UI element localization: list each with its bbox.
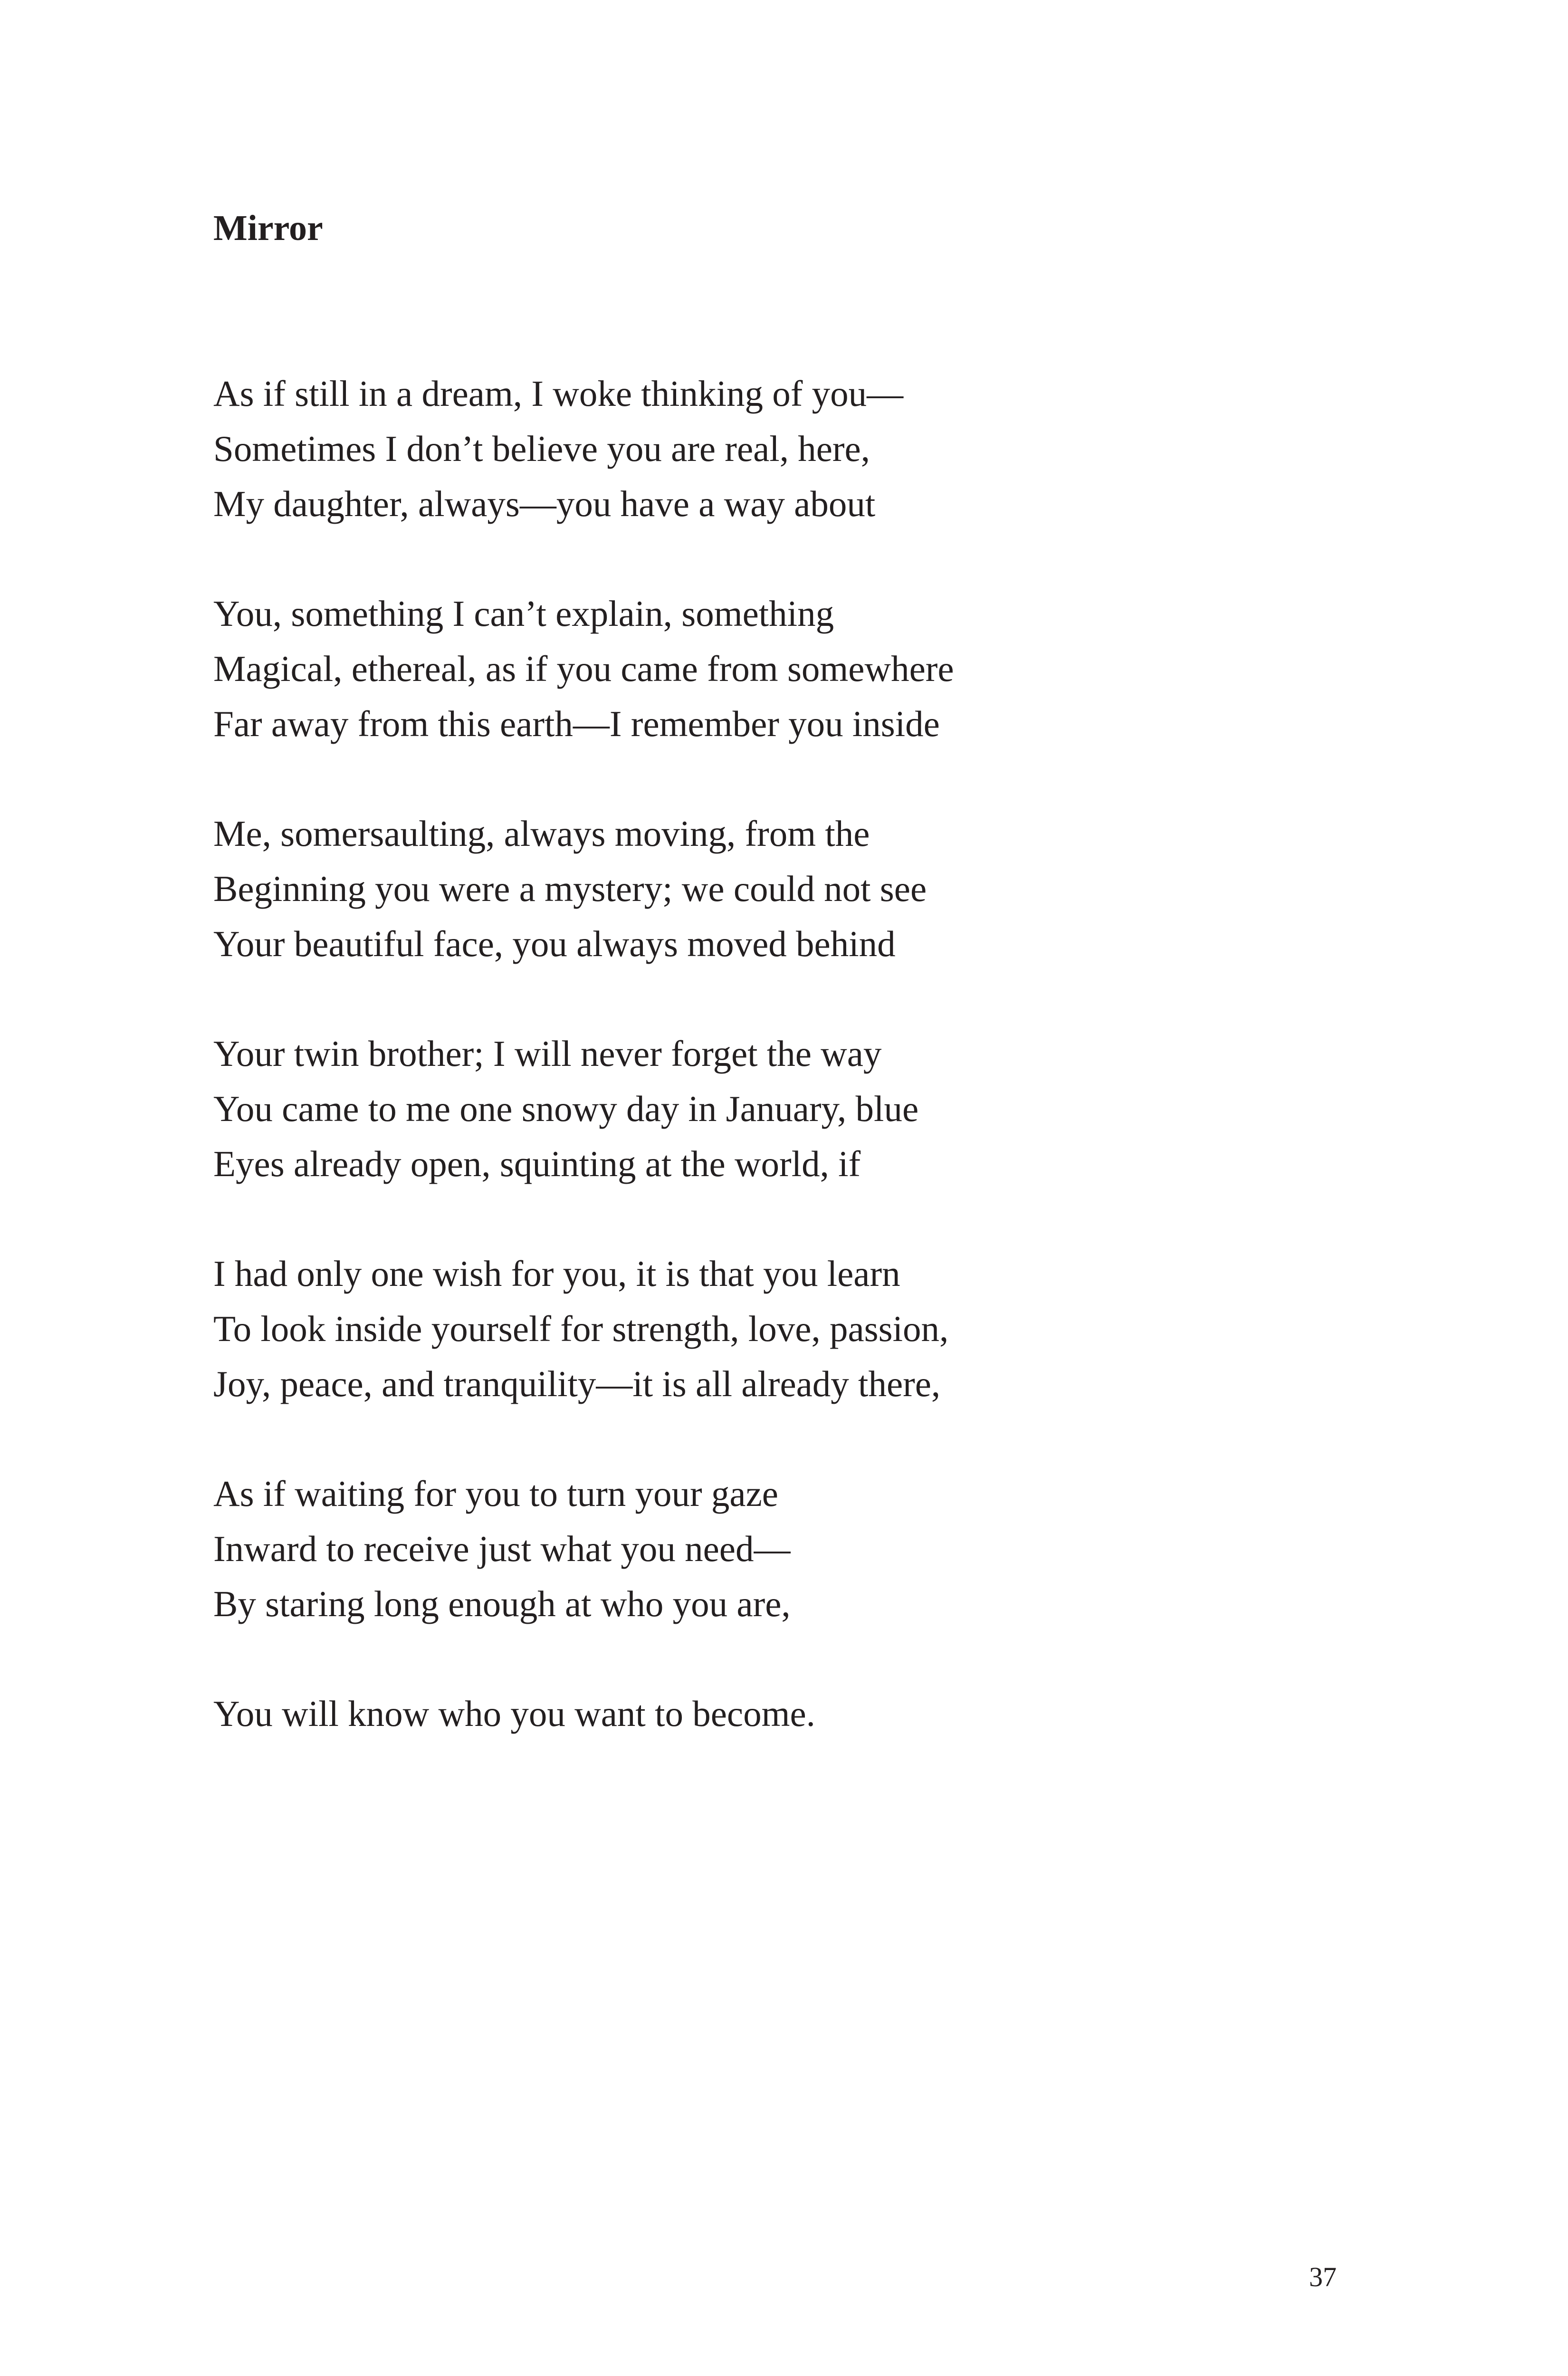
poem-line: To look inside yourself for strength, love, passion, (213, 1308, 949, 1349)
poem-line: By staring long enough at who you are, (213, 1583, 791, 1624)
poem-line: Magical, ethereal, as if you came from somewhere (213, 648, 954, 689)
poem-body (213, 366, 1354, 1796)
poem-line: My daughter, always—you have a way about (213, 483, 876, 524)
stanza-6 (213, 1466, 1354, 1631)
poem-line: You came to me one snowy day in January, blue (213, 1088, 919, 1129)
stanza-5 (213, 1246, 1354, 1411)
poem-line: Beginning you were a mystery; we could not see (213, 868, 927, 909)
poem-line: As if waiting for you to turn your gaze (213, 1473, 778, 1514)
poem-line: You, something I can’t explain, something (213, 593, 834, 634)
stanza-3 (213, 806, 1354, 971)
poem-line: Your twin brother; I will never forget the way (213, 1033, 882, 1074)
stanza-1 (213, 366, 1354, 531)
poem-line: Inward to receive just what you need— (213, 1528, 791, 1569)
stanza-4 (213, 1026, 1354, 1191)
poem-line: Far away from this earth—I remember you inside (213, 703, 940, 744)
poem-line: Eyes already open, squinting at the world, if (213, 1143, 861, 1184)
stanza-7 (213, 1686, 1354, 1741)
poem-line: Your beautiful face, you always moved behind (213, 923, 896, 964)
poem-line: You will know who you want to become. (213, 1693, 815, 1734)
stanza-2 (213, 586, 1354, 751)
poem-line: Sometimes I don’t believe you are real, here, (213, 428, 870, 469)
poem-line: I had only one wish for you, it is that you learn (213, 1253, 900, 1294)
poem-title: Mirror (213, 208, 323, 248)
poem-line: Me, somersaulting, always moving, from the (213, 813, 870, 854)
page-number: 37 (1309, 2261, 1337, 2292)
poem-line: As if still in a dream, I woke thinking of you— (213, 373, 904, 414)
poem-line: Joy, peace, and tranquility—it is all already there, (213, 1363, 941, 1404)
